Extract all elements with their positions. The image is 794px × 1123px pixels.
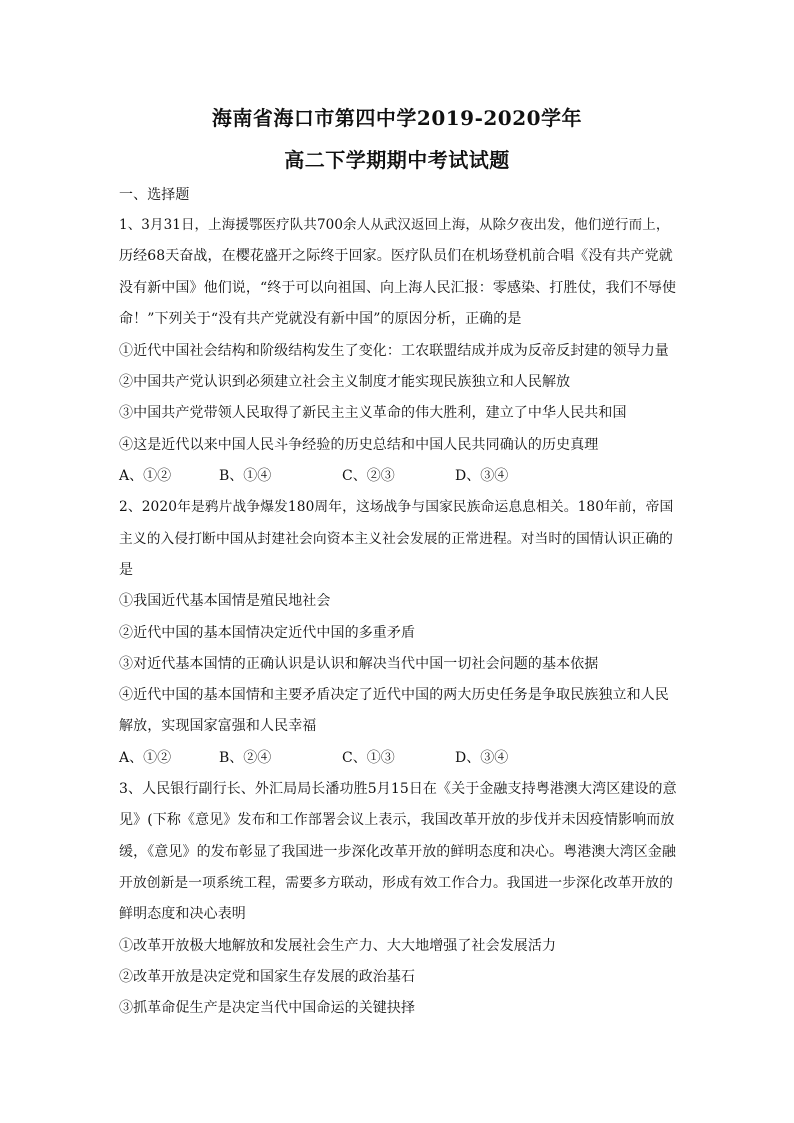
- q2-statement: 解放，实现国家富强和人民幸福: [119, 718, 317, 734]
- q2-option-a[interactable]: A、①②: [119, 750, 172, 766]
- q2-stem-line: 是: [119, 562, 134, 578]
- q3-stem-line: 缓，《意见》的发布彰显了我国进一步深化改革开放的鲜明态度和决心。粤港澳大湾区金融: [119, 844, 676, 860]
- q3-statement: ③抓革命促生产是决定当代中国命运的关键抉择: [119, 1000, 416, 1016]
- q2-stem-line: 2、2020年是鸦片战争爆发180周年，这场战争与国家民族命运息息相关。180年前，帝国: [119, 499, 674, 515]
- q2-statement: ①我国近代基本国情是殖民地社会: [119, 593, 331, 609]
- q1-stem-line: 历经68天奋战，在樱花盛开之际终于回家。医疗队员们在机场登机前合唱《没有共产党就: [119, 248, 673, 264]
- q1-option-b[interactable]: B、①④: [219, 468, 272, 484]
- q3-stem-line: 3、人民银行副行长、外汇局局长潘功胜5月15日在《关于金融支持粤港澳大湾区建设的意: [119, 781, 677, 797]
- q1-option-c[interactable]: C、②③: [342, 468, 395, 484]
- q2-option-c[interactable]: C、①③: [342, 750, 395, 766]
- document-title-line2: 高二下学期期中考试试题: [284, 148, 510, 172]
- q1-statement: ④这是近代以来中国人民斗争经验的历史总结和中国人民共同确认的历史真理: [119, 437, 599, 453]
- q2-options: [119, 749, 679, 767]
- q2-statement: ④近代中国的基本国情和主要矛盾决定了近代中国的两大历史任务是争取民族独立和人民: [119, 687, 669, 703]
- q3-stem-line: 开放创新是一项系统工程，需要多方联动，形成有效工作合力。我国进一步深化改革开放的: [119, 875, 674, 891]
- q3-stem-line: 见》(下称《意见》发布和工作部署会议上表示，我国改革开放的步伐并未因疫情影响而放: [119, 812, 675, 828]
- section-heading: 一、选择题: [119, 187, 190, 203]
- q1-stem-line: 1、3月31日，上海援鄂医疗队共700余人从武汉返回上海，从除夕夜出发，他们逆行而上，: [119, 217, 670, 233]
- q1-statement: ③中国共产党带领人民取得了新民主主义革命的伟大胜利，建立了中华人民共和国: [119, 405, 627, 421]
- document-title-line1: 海南省海口市第四中学2019-2020学年: [211, 106, 583, 130]
- q2-option-b[interactable]: B、②④: [219, 750, 272, 766]
- q1-option-d[interactable]: D、③④: [455, 468, 509, 484]
- q1-options: [119, 467, 679, 485]
- q3-statement: ①改革开放极大地解放和发展社会生产力、大大地增强了社会发展活力: [119, 938, 557, 954]
- q2-option-d[interactable]: D、③④: [455, 750, 509, 766]
- q3-stem-line: 鲜明态度和决心表明: [119, 906, 246, 922]
- q2-statement: ③对近代基本国情的正确认识是认识和解决当代中国一切社会问题的基本依据: [119, 656, 599, 672]
- q1-option-a[interactable]: A、①②: [119, 468, 172, 484]
- q1-stem-line: 没有新中国》他们说，“终于可以向祖国、向上海人民汇报：零感染、打胜仗，我们不辱使: [119, 280, 677, 296]
- q2-stem-line: 主义的入侵打断中国从封建社会向资本主义社会发展的正常进程。对当时的国情认识正确的: [119, 531, 674, 547]
- q1-statement: ②中国共产党认识到必须建立社会主义制度才能实现民族独立和人民解放: [119, 374, 571, 390]
- q1-statement: ①近代中国社会结构和阶级结构发生了变化：工农联盟结成并成为反帝反封建的领导力量: [119, 343, 669, 359]
- q3-statement: ②改革开放是决定党和国家生存发展的政治基石: [119, 969, 416, 985]
- q1-stem-line: 命！”下列关于“没有共产党就没有新中国”的原因分析，正确的是: [119, 311, 522, 327]
- q2-statement: ②近代中国的基本国情决定近代中国的多重矛盾: [119, 625, 416, 641]
